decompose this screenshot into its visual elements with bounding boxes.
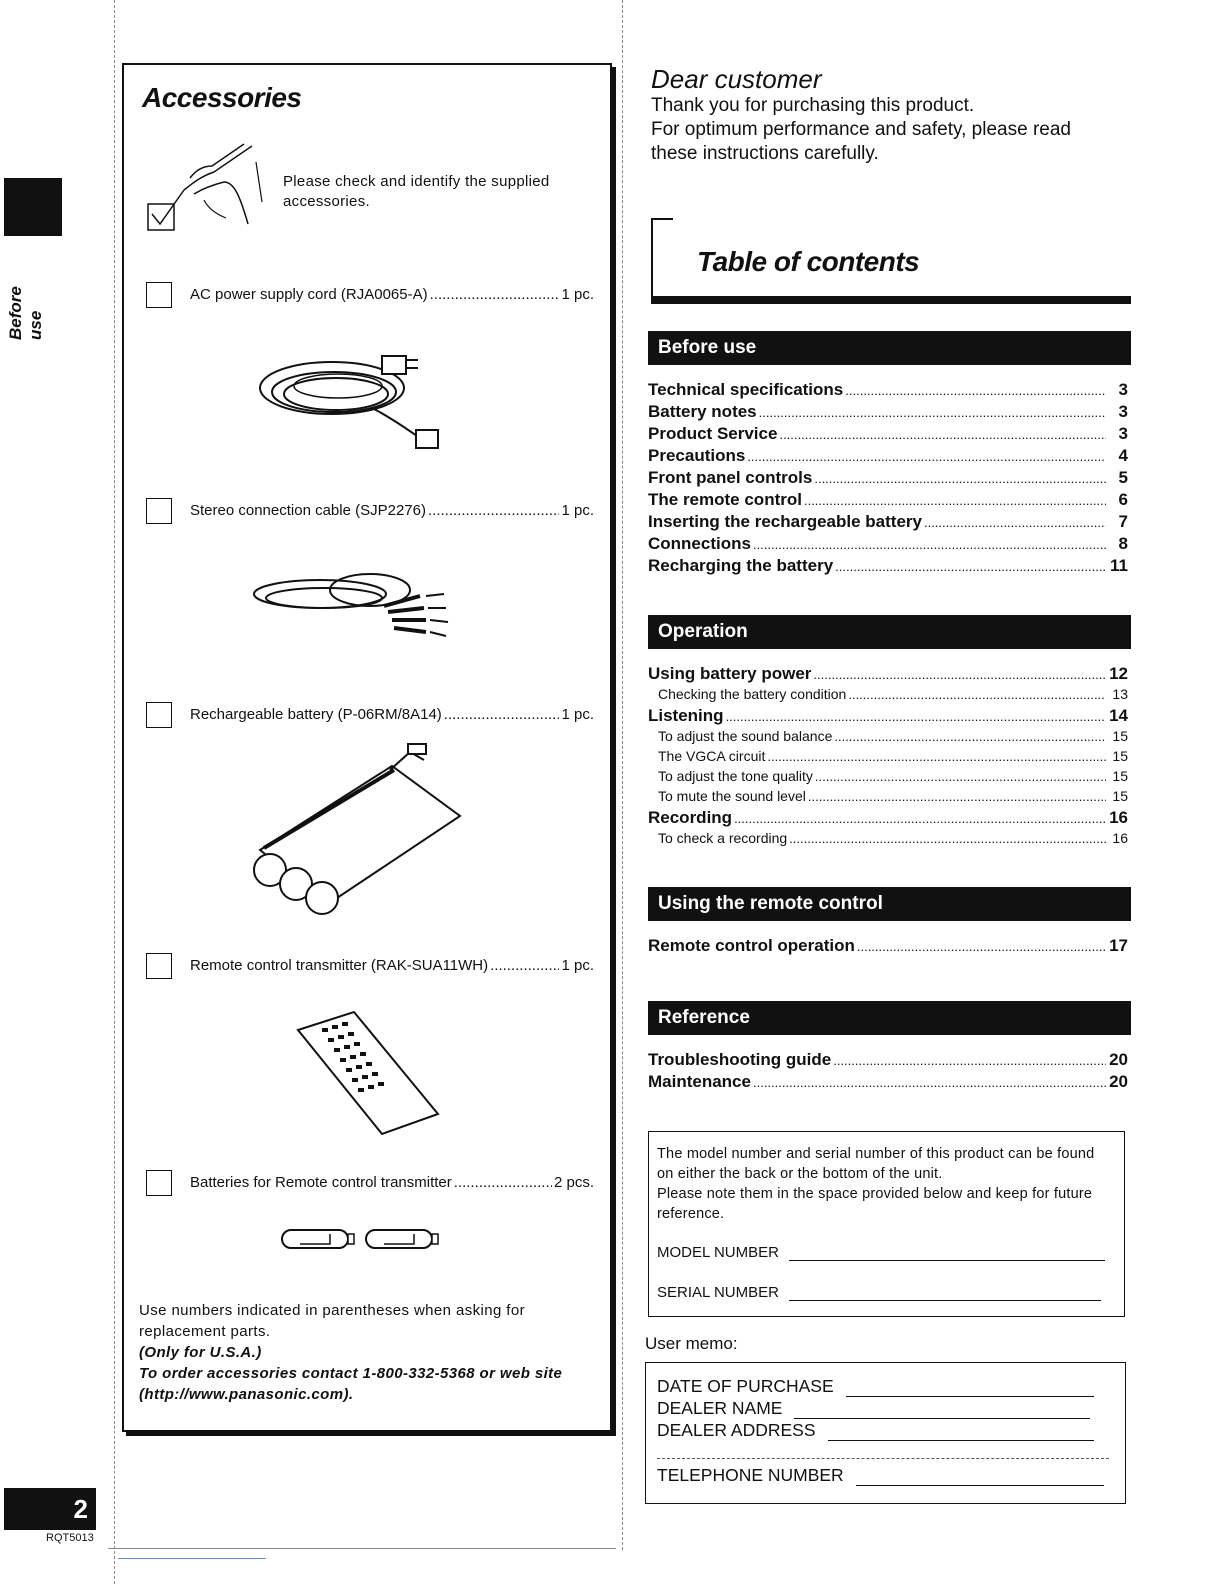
accessory-qty: 2 pcs.	[553, 1174, 594, 1191]
fold-guide-left	[114, 0, 115, 1584]
toc-subentry[interactable]	[648, 728, 1128, 748]
accessories-intro: Please check and identify the supplied accessories.	[283, 173, 550, 210]
accessory-item-remote-control	[146, 953, 596, 983]
toc-entry-label: Using battery power	[648, 664, 812, 683]
toc-entry-label: Product Service	[648, 424, 778, 443]
accessory-checkbox[interactable]	[146, 1170, 172, 1196]
toc-entry-page: 14	[1109, 706, 1128, 725]
toc-entry-label: Front panel controls	[648, 468, 813, 487]
dealer-address-label: DEALER ADDRESS	[657, 1420, 816, 1440]
serial-number-field[interactable]	[657, 1284, 1101, 1301]
toc-entry-label: To check a recording	[658, 830, 788, 846]
toc-subentry[interactable]	[648, 748, 1128, 768]
toc-entry[interactable]	[648, 936, 1128, 958]
toc-section-reference	[648, 1050, 1128, 1094]
accessory-item-rechargeable-battery	[146, 702, 596, 732]
toc-entry[interactable]	[648, 1050, 1128, 1072]
bottom-accent-line	[118, 1558, 266, 1559]
toc-entry[interactable]	[648, 512, 1128, 534]
toc-entry-page: 16	[1112, 830, 1128, 846]
toc-entry-label: Checking the battery condition	[658, 686, 847, 702]
toc-rule	[651, 296, 1131, 304]
accessory-checkbox[interactable]	[146, 953, 172, 979]
toc-entry[interactable]	[648, 468, 1128, 490]
toc-subentry[interactable]	[648, 788, 1128, 808]
remote-control-icon	[294, 1010, 444, 1136]
power-cord-icon	[252, 338, 452, 458]
toc-entry-page: 11	[1110, 556, 1128, 575]
accessory-name: AC power supply cord (RJA0065-A)	[190, 286, 428, 303]
accessory-item-stereo-cable	[146, 498, 596, 528]
accessories-note	[139, 1300, 591, 1405]
accessory-item-remote-batteries	[146, 1170, 596, 1200]
hand-checkmark-icon	[144, 142, 274, 234]
toc-entry-label: Maintenance	[648, 1072, 751, 1091]
accessory-qty: 1 pc.	[561, 957, 594, 974]
aa-batteries-icon	[280, 1226, 444, 1252]
toc-entry-label: The VGCA circuit	[658, 748, 766, 764]
accessory-name: Remote control transmitter (RAK-SUA11WH)	[190, 957, 489, 974]
toc-section-heading: Before use	[648, 331, 1131, 365]
toc-entry-page: 3	[1118, 380, 1128, 399]
toc-entry-page: 15	[1112, 768, 1128, 784]
toc-subentry[interactable]	[648, 686, 1128, 706]
model-info-text: Please note them in the space provided below and keep for future reference.	[657, 1186, 1093, 1222]
rechargeable-battery-icon	[240, 740, 480, 920]
toc-entry-page: 13	[1112, 686, 1128, 702]
accessory-checkbox[interactable]	[146, 702, 172, 728]
order-note: To order accessories contact 1-800-332-5368 or web site (http://www.panasonic.com).	[139, 1365, 563, 1403]
dealer-name-label: DEALER NAME	[657, 1398, 783, 1418]
accessory-qty: 1 pc.	[561, 286, 594, 303]
toc-entry-label: To adjust the tone quality	[658, 768, 813, 784]
toc-entry-page: 4	[1118, 446, 1128, 465]
memo-divider	[657, 1458, 1109, 1459]
toc-entry-label: Remote control operation	[648, 936, 855, 955]
dear-customer-line: For optimum performance and safety, please read these instructions carefully.	[651, 119, 1071, 164]
date-of-purchase-label: DATE OF PURCHASE	[657, 1376, 834, 1396]
toc-entry[interactable]	[648, 490, 1128, 512]
accessory-name: Batteries for Remote control transmitter	[190, 1174, 452, 1191]
model-info-text: The model number and serial number of this product can be found on either the back or the bottom of the unit.	[657, 1146, 1095, 1182]
usa-note: (Only for U.S.A.)	[139, 1344, 262, 1361]
toc-entry-label: Battery notes	[648, 402, 757, 421]
toc-section-heading: Reference	[648, 1001, 1131, 1035]
toc-entry[interactable]	[648, 664, 1128, 686]
toc-entry[interactable]	[648, 808, 1128, 830]
toc-entry-label: Connections	[648, 534, 751, 553]
toc-entry-page: 12	[1109, 664, 1128, 683]
telephone-number-label: TELEPHONE NUMBER	[657, 1465, 844, 1485]
dear-customer-body	[651, 94, 1121, 166]
toc-entry-label: Precautions	[648, 446, 746, 465]
toc-entry-label: To adjust the sound balance	[658, 728, 833, 744]
replacement-note: Use numbers indicated in parentheses when asking for replacement parts.	[139, 1302, 526, 1340]
accessory-item-power-cord	[146, 282, 596, 312]
fold-guide-center	[622, 0, 623, 1550]
model-number-instructions	[657, 1144, 1115, 1224]
dear-customer-title: Dear customer	[651, 64, 822, 94]
toc-entry-page: 6	[1118, 490, 1128, 509]
toc-entry[interactable]	[648, 424, 1128, 446]
toc-section-heading: Operation	[648, 615, 1131, 649]
user-memo-label: User memo:	[645, 1334, 738, 1353]
toc-entry-page: 20	[1109, 1050, 1128, 1069]
serial-number-label: SERIAL NUMBER	[657, 1284, 779, 1301]
dealer-address-field[interactable]	[657, 1420, 1094, 1441]
date-of-purchase-field[interactable]	[657, 1376, 1094, 1397]
accessory-name: Stereo connection cable (SJP2276)	[190, 502, 426, 519]
toc-entry-page: 15	[1112, 788, 1128, 804]
accessory-qty: 1 pc.	[561, 706, 594, 723]
bottom-guide	[108, 1548, 616, 1549]
toc-entry[interactable]	[648, 706, 1128, 728]
toc-entry-page: 5	[1118, 468, 1128, 487]
toc-entry-label: Listening	[648, 706, 724, 725]
toc-title: Table of contents	[697, 246, 920, 277]
model-number-label: MODEL NUMBER	[657, 1244, 779, 1261]
toc-section-operation	[648, 664, 1128, 850]
toc-entry[interactable]	[648, 534, 1128, 556]
toc-entry-page: 3	[1118, 402, 1128, 421]
telephone-number-field[interactable]	[657, 1465, 1104, 1486]
toc-subentry[interactable]	[648, 768, 1128, 788]
toc-section-remote	[648, 936, 1128, 958]
toc-entry-page: 20	[1109, 1072, 1128, 1091]
side-tab-block	[4, 178, 62, 236]
accessories-title: Accessories	[142, 82, 302, 113]
toc-entry[interactable]	[648, 556, 1128, 578]
toc-entry-page: 8	[1118, 534, 1128, 553]
toc-entry-page: 16	[1109, 808, 1128, 827]
side-tab-label: Before use	[6, 286, 45, 340]
toc-entry-label: To mute the sound level	[658, 788, 806, 804]
accessory-name: Rechargeable battery (P-06RM/8A14)	[190, 706, 442, 723]
toc-entry-page: 3	[1118, 424, 1128, 443]
toc-entry-page: 15	[1112, 748, 1128, 764]
toc-entry[interactable]	[648, 380, 1128, 402]
toc-bracket	[651, 218, 673, 304]
page-number: 2	[4, 1488, 96, 1530]
toc-entry-label: Troubleshooting guide	[648, 1050, 832, 1069]
dealer-name-field[interactable]	[657, 1398, 1090, 1419]
toc-entry-page: 15	[1112, 728, 1128, 744]
toc-subentry[interactable]	[648, 830, 1128, 850]
document-code: RQT5013	[46, 1532, 94, 1544]
accessory-qty: 1 pc.	[561, 502, 594, 519]
toc-entry-label: Recharging the battery	[648, 556, 834, 575]
toc-entry-page: 17	[1109, 936, 1128, 955]
accessory-checkbox[interactable]	[146, 282, 172, 308]
stereo-cable-icon	[244, 566, 460, 652]
toc-entry-label: The remote control	[648, 490, 802, 509]
accessory-checkbox[interactable]	[146, 498, 172, 524]
toc-entry-label: Inserting the rechargeable battery	[648, 512, 922, 531]
toc-entry[interactable]	[648, 402, 1128, 424]
toc-entry-label: Recording	[648, 808, 733, 827]
toc-entry-page: 7	[1118, 512, 1128, 531]
toc-entry[interactable]	[648, 446, 1128, 468]
dear-customer-line: Thank you for purchasing this product.	[651, 95, 975, 116]
toc-section-before-use	[648, 380, 1128, 578]
toc-section-heading: Using the remote control	[648, 887, 1131, 921]
toc-entry-label: Technical specifications	[648, 380, 844, 399]
model-number-field[interactable]	[657, 1244, 1105, 1261]
toc-entry[interactable]	[648, 1072, 1128, 1094]
